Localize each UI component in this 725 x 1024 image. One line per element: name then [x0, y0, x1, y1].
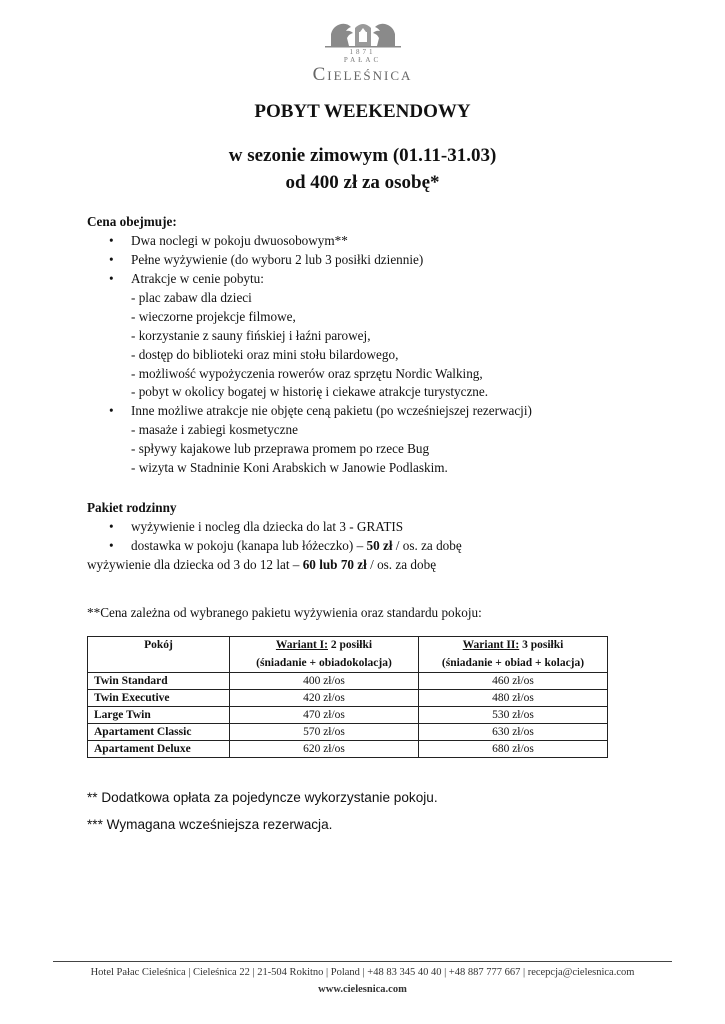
list-item: • Inne możliwe atrakcje nie objęte ceną pakietu (po wcześniejszej rezerwacji) [87, 402, 687, 421]
list-item: • Atrakcje w cenie pobytu: [87, 270, 687, 289]
child-meal-price: 60 lub 70 zł [302, 556, 367, 572]
hotel-logo [0, 18, 725, 86]
logo-year: 1871 [349, 48, 376, 56]
attraction-item: - plac zabaw dla dzieci [131, 289, 252, 305]
bullet-icon: • [109, 232, 114, 248]
season-subtitle: w sezonie zimowym (01.11-31.03) [228, 145, 497, 166]
reservation-note: *** Wymagana wcześniejsza rezerwacja. [87, 817, 333, 832]
list-item: • wyżywienie i nocleg dla dziecka do lat 3 - GRATIS [87, 518, 687, 537]
attraction-item: - wieczorne projekcje filmowe, [131, 308, 296, 324]
price-subtitle: od 400 zł za osobę* [285, 172, 440, 193]
extra-item: - spływy kajakowe lub przeprawa promem po rzece Bug [131, 441, 430, 457]
logo-name: Cieleśnica [312, 64, 413, 85]
bullet-icon: • [109, 270, 114, 286]
table-header-row [88, 637, 608, 673]
extra-item: - wizyta w Stadninie Koni Arabskich w Janowie Podlaskim. [131, 460, 448, 476]
header-room: Pokój [88, 637, 230, 673]
price-table [87, 636, 608, 758]
attraction-item: - dostęp do biblioteki oraz mini stołu bilardowego, [131, 346, 399, 362]
attraction-item: - korzystanie z sauny fińskiej i łaźni parowej, [131, 327, 371, 343]
logo-subtitle: PAŁAC [343, 56, 382, 64]
footer-divider [53, 961, 672, 962]
attraction-item: - pobyt w okolicy bogatej w historię i ciekawe atrakcje turystyczne. [131, 384, 489, 400]
bullet-icon: • [109, 518, 114, 534]
extra-item: - masaże i zabiegi kosmetyczne [131, 422, 298, 438]
footer-contact: Hotel Pałac Cieleśnica | Cieleśnica 22 | 21-504 Rokitno | Poland | +48 83 345 40 40 | +48 887 777 667 | recepcja@cielesnica.com [90, 967, 635, 978]
single-use-note: ** Dodatkowa opłata za pojedyncze wykorzystanie pokoju. [87, 790, 438, 805]
table-row: Twin Standard 400 zł/os 460 zł/os [88, 673, 608, 690]
crest-icon [323, 18, 403, 48]
bullet-icon: • [109, 403, 114, 419]
included-heading: Cena obejmuje: [87, 214, 177, 229]
included-section [87, 213, 687, 478]
table-intro: **Cena zależna od wybranego pakietu wyżywienia oraz standardu pokoju: [87, 605, 482, 620]
family-heading: Pakiet rodzinny [87, 500, 177, 515]
child-meal-line: wyżywienie dla dziecka od 3 do 12 lat – 60 lub 70 zł / os. za dobę [87, 556, 437, 572]
table-row: Large Twin 470 zł/os 530 zł/os [88, 707, 608, 724]
table-row: Apartament Deluxe 620 zł/os 680 zł/os [88, 741, 608, 758]
list-item: • Pełne wyżywienie (do wyboru 2 lub 3 posiłki dziennie) [87, 251, 687, 270]
extra-bed-price: 50 zł [366, 537, 393, 553]
bullet-icon: • [109, 251, 114, 267]
family-section [87, 499, 687, 575]
attraction-item: - możliwość wypożyczenia rowerów oraz sprzętu Nordic Walking, [131, 365, 483, 381]
list-item: • Dwa noclegi w pokoju dwuosobowym** [87, 232, 687, 251]
table-row: Apartament Classic 570 zł/os 630 zł/os [88, 724, 608, 741]
bullet-icon: • [109, 537, 114, 553]
page-title: POBYT WEEKENDOWY [254, 101, 471, 122]
header-variant-2: Wariant II: 3 posiłki (śniadanie + obiad + kolacja) [419, 637, 608, 673]
header-variant-1: Wariant I: 2 posiłki (śniadanie + obiadokolacja) [230, 637, 419, 673]
table-row: Twin Executive 420 zł/os 480 zł/os [88, 690, 608, 707]
list-item: • dostawka w pokoju (kanapa lub łóżeczko) – 50 zł / os. za dobę [87, 537, 687, 556]
footer-website-link[interactable]: www.cielesnica.com [318, 984, 407, 995]
